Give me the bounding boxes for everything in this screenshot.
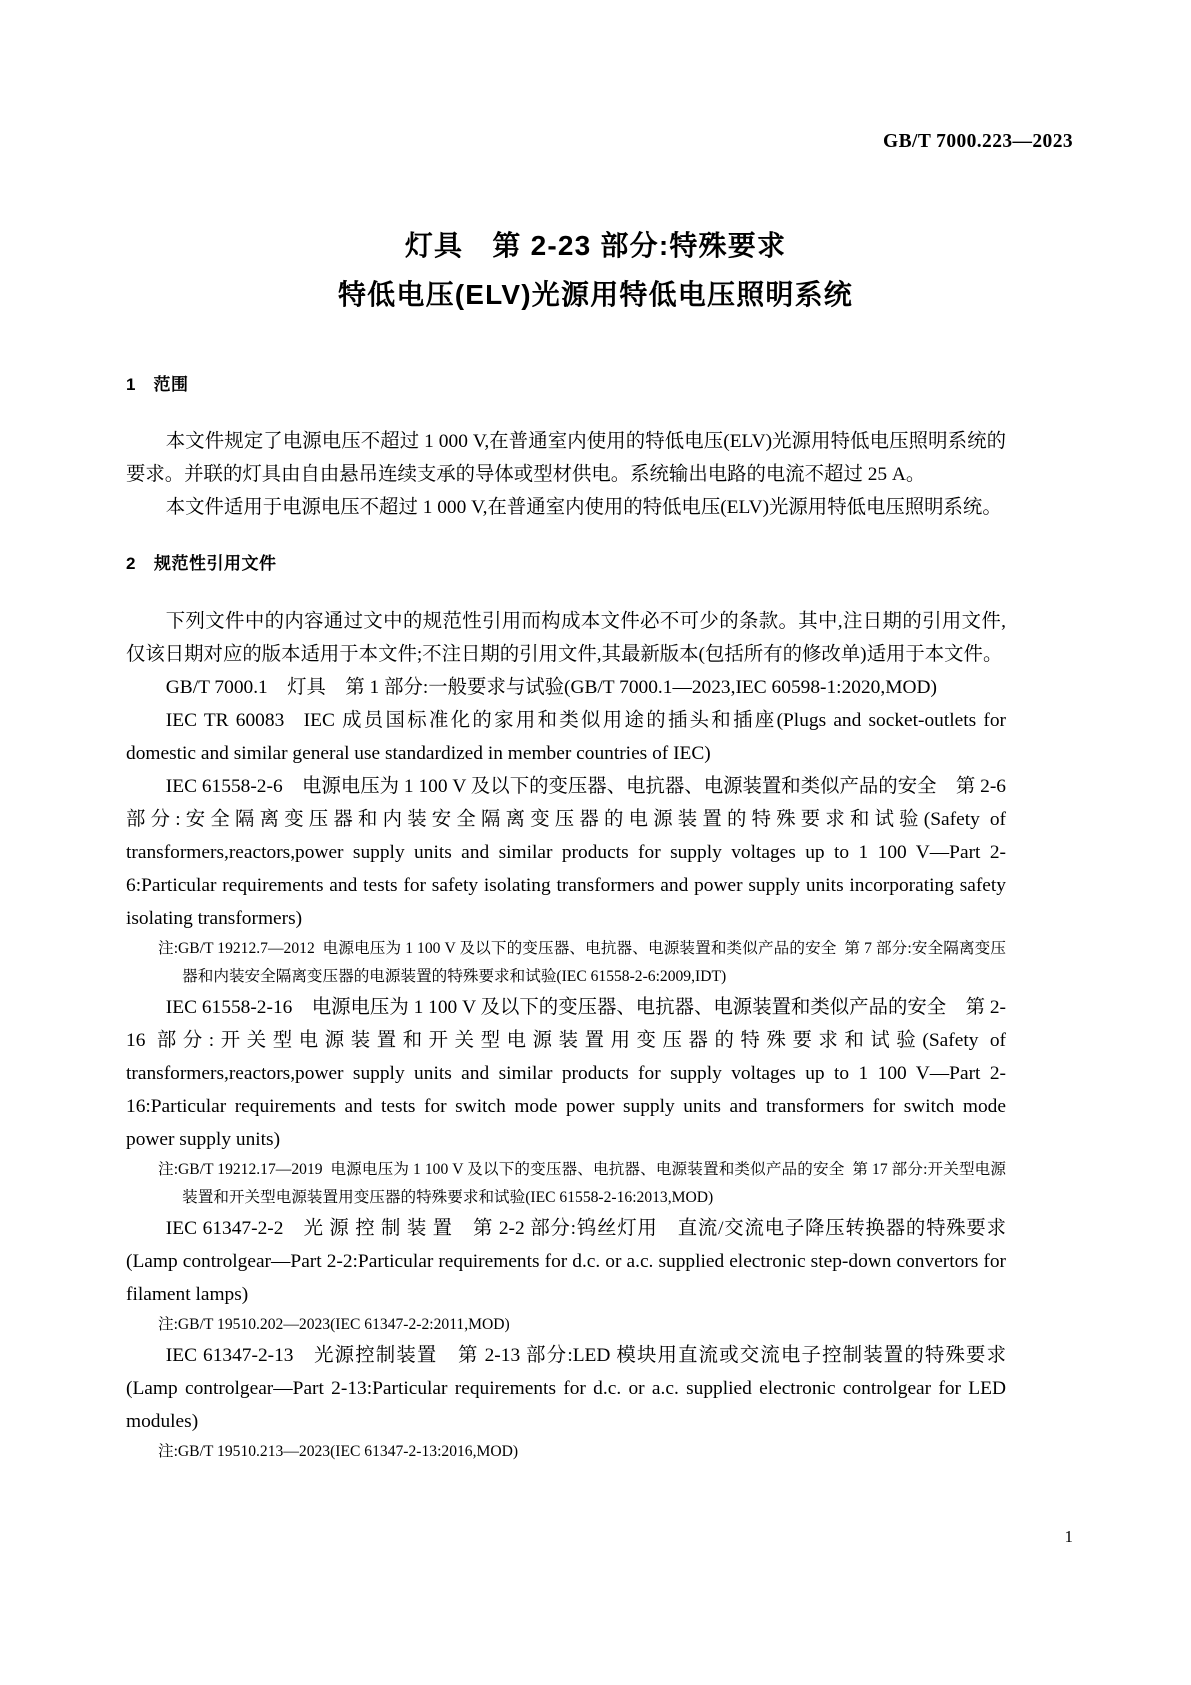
scope-paragraph-2: 本文件适用于电源电压不超过 1 000 V,在普通室内使用的特低电压(ELV)光源用特低电压照明系统。 (165, 497, 1002, 519)
normative-references-intro: 下列文件中的内容通过文中的规范性引用而构成本文件必不可少的条款。其中,注日期的引用文件,仅该日期对应的版本适用于本文件;不注日期的引用文件,其最新版本(包括所有的修改单)适用于本文件。 (126, 610, 1006, 665)
scope-paragraph-1: 本文件规定了电源电压不超过 1 000 V,在普通室内使用的特低电压(ELV)光源用特低电压照明系统的要求。并联的灯具由自由悬吊连续支承的导体或型材供电。系统输出电路的电流不超过 25 A。 (126, 431, 1006, 486)
spacer (126, 395, 1006, 425)
clause-heading-2-normative-references: 2 规范性引用文件 (126, 554, 277, 574)
normative-reference-note: 注:GB/T 19212.17—2019 电源电压为 1 100 V 及以下的变压器、电抗器、电源装置和类似产品的安全 第 17 部分:开关型电源装置和开关型电源装置用变压器的特殊要求和试验(IEC 61558-2-16:2013,MOD) (157, 1160, 1006, 1206)
normative-reference-entry: IEC 61347-2-13 光源控制装置 第 2-13 部分:LED 模块用直流或交流电子控制装置的特殊要求(Lamp controlgear—Part 2-13:Particular requirements for d.c. or a.c. supplied electronic controlgear for LED modules) (126, 1344, 1006, 1432)
spacer (126, 524, 1006, 554)
running-header-standard-number: GB/T 7000.223—2023 (883, 131, 1073, 152)
normative-reference-note: 注:GB/T 19212.7—2012 电源电压为 1 100 V 及以下的变压器、电抗器、电源装置和类似产品的安全 第 7 部分:安全隔离变压器和内装安全隔离变压器的电源装置的特殊要求和试验(IEC 61558-2-6:2009,IDT) (157, 939, 1006, 985)
document-body (126, 375, 1006, 1466)
document-title-line-2: 特低电压(ELV)光源用特低电压照明系统 (337, 279, 854, 310)
spacer (126, 575, 1006, 605)
normative-reference-entry: IEC TR 60083 IEC 成员国标准化的家用和类似用途的插头和插座(Plugs and socket-outlets for domestic and similar general use standardized in member countries of IEC) (126, 709, 1006, 764)
normative-reference-entry: IEC 61558-2-16 电源电压为 1 100 V 及以下的变压器、电抗器、电源装置和类似产品的安全 第 2-16 部分:开关型电源装置和开关型电源装置用变压器的特殊要求和试验(Safety of transformers,reactors,power supply units and similar products for supply voltages up to 1 100 V—Part 2-16:Particular requirements and tests for switch mode power supply units and transformers for switch mode power supply units) (126, 996, 1006, 1150)
normative-reference-note: 注:GB/T 19510.213—2023(IEC 61347-2-13:2016,MOD) (157, 1442, 519, 1460)
normative-reference-entry: IEC 61558-2-6 电源电压为 1 100 V 及以下的变压器、电抗器、电源装置和类似产品的安全 第 2-6 部分:安全隔离变压器和内装安全隔离变压器的电源装置的特殊要求和试验(Safety of transformers,reactors,power supply units and similar products for supply voltages up to 1 100 V—Part 2-6:Particular requirements and tests for safety isolating transformers and power supply units incorporating safety isolating transformers) (126, 775, 1006, 929)
normative-reference-note: 注:GB/T 19510.202—2023(IEC 61347-2-2:2011,MOD) (157, 1315, 510, 1333)
page-number: 1 (1064, 1527, 1073, 1546)
normative-reference-entry: GB/T 7000.1 灯具 第 1 部分:一般要求与试验(GB/T 7000.1—2023,IEC 60598-1:2020,MOD) (165, 676, 937, 698)
document-title-line-1: 灯具 第 2-23 部分:特殊要求 (404, 230, 787, 261)
normative-reference-entry: IEC 61347-2-2 光 源 控 制 装 置 第 2-2 部分:钨丝灯用 直流/交流电子降压转换器的特殊要求(Lamp controlgear—Part 2-2:Particular requirements for d.c. or a.c. supplied electronic step-down convertors for filament lamps) (126, 1217, 1006, 1305)
clause-heading-1-scope: 1 范围 (126, 375, 189, 394)
